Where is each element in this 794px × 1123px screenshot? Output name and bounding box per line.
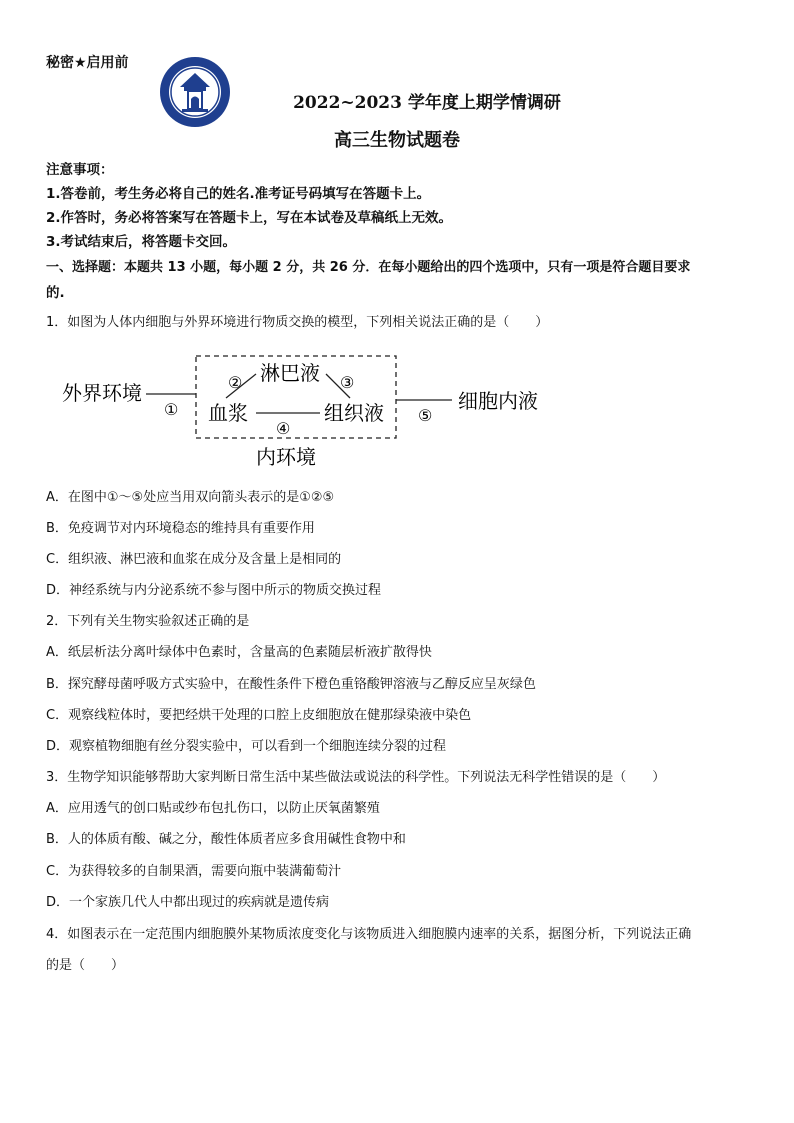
label-outside: 外界环境 xyxy=(62,381,142,405)
notice-heading: 注意事项： xyxy=(46,162,114,178)
question-stem: 1．如图为人体内细胞与外界环境进行物质交换的模型，下列相关说法正确的是（ ） xyxy=(46,315,549,330)
internal-environment-diagram xyxy=(58,352,558,472)
notice-item: 1.答卷前，考生务必将自己的姓名.准考证号码填写在答题卡上。 xyxy=(46,186,431,202)
option: B．人的体质有酸、碱之分，酸性体质者应多食用碱性食物中和 xyxy=(46,832,406,847)
secret-label: 秘密★启用前 xyxy=(46,55,129,71)
question-stem: 4．如图表示在一定范围内细胞膜外某物质浓度变化与该物质进入细胞膜内速率的关系，据图分析，下列说法正确 xyxy=(46,927,692,942)
label-plasma: 血浆 xyxy=(208,401,248,425)
option: A．应用透气的创口贴或纱布包扎伤口，以防止厌氧菌繁殖 xyxy=(46,801,380,816)
option: B．探究酵母菌呼吸方式实验中，在酸性条件下橙色重铬酸钾溶液与乙醇反应呈灰绿色 xyxy=(46,677,536,692)
label-n4: ④ xyxy=(276,419,291,438)
label-n2: ② xyxy=(228,373,243,392)
option: C．观察线粒体时，要把经烘干处理的口腔上皮细胞放在健那绿染液中染色 xyxy=(46,708,472,723)
notice-item: 2.作答时，务必将答案写在答题卡上，写在本试卷及草稿纸上无效。 xyxy=(46,210,453,226)
question-stem: 3．生物学知识能够帮助大家判断日常生活中某些做法或说法的科学性。下列说法无科学性错误的是（ ） xyxy=(46,770,666,785)
question-stem: 2．下列有关生物实验叙述正确的是 xyxy=(46,614,250,629)
label-cell: 细胞内液 xyxy=(458,389,538,413)
option: C．组织液、淋巴液和血浆在成分及含量上是相同的 xyxy=(46,552,342,567)
option: D．一个家族几代人中都出现过的疾病就是遗传病 xyxy=(46,895,330,910)
label-internal: 内环境 xyxy=(256,445,316,469)
option: C．为获得较多的自制果酒，需要向瓶中装满葡萄汁 xyxy=(46,864,342,879)
option: B．免疫调节对内环境稳态的维持具有重要作用 xyxy=(46,521,315,536)
option: A．纸层析法分离叶绿体中色素时，含量高的色素随层析液扩散得快 xyxy=(46,645,432,660)
label-n3: ③ xyxy=(340,373,355,392)
exam-subtitle: 高三生物试题卷 xyxy=(334,130,460,151)
notice-item: 3.考试结束后，将答题卡交回。 xyxy=(46,234,237,250)
section-heading-cont: 的. xyxy=(46,285,65,301)
question-stem-cont: 的是（ ） xyxy=(46,958,125,973)
exam-title: 2022~2023 学年度上期学情调研 xyxy=(293,93,561,113)
option: A．在图中①～⑤处应当用双向箭头表示的是①②⑤ xyxy=(46,490,335,505)
option: D．神经系统与内分泌系统不参与图中所示的物质交换过程 xyxy=(46,583,382,598)
section-heading: 一、选择题：本题共 13 小题，每小题 2 分，共 26 分．在每小题给出的四个选项中，只有一项是符合题目要求 xyxy=(46,260,691,275)
label-n5: ⑤ xyxy=(418,406,433,425)
label-lymph: 淋巴液 xyxy=(260,361,320,385)
label-n1: ① xyxy=(164,400,179,419)
option: D．观察植物细胞有丝分裂实验中，可以看到一个细胞连续分裂的过程 xyxy=(46,739,447,754)
label-tissue: 组织液 xyxy=(324,401,384,425)
